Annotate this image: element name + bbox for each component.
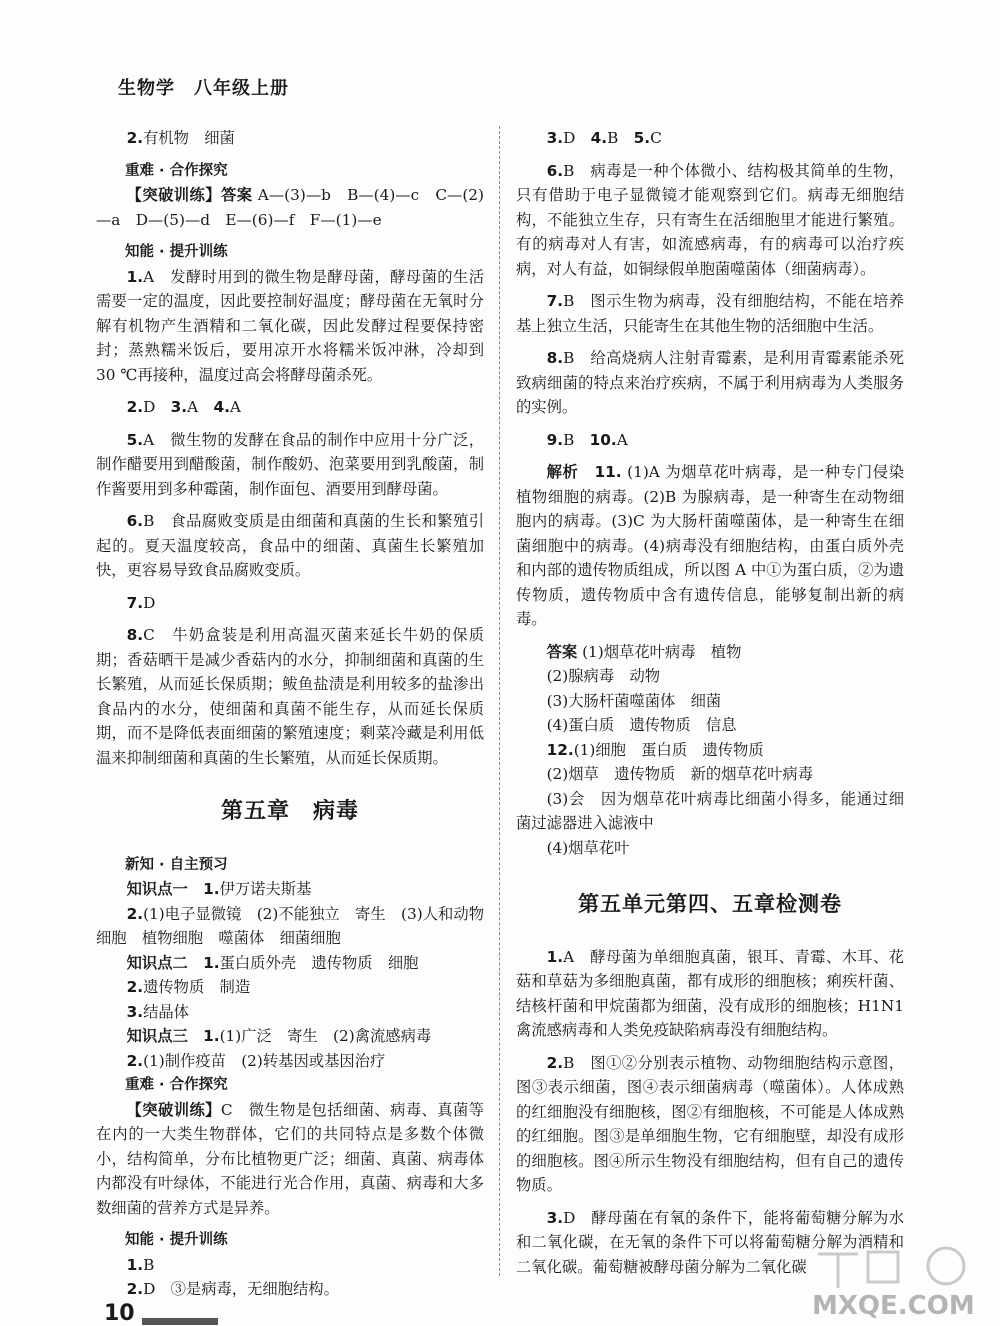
item-number: 2. [126,978,144,996]
answer-text: B 给高烧病人注射青霉素，是利用青霉素能杀死致病细菌的特点来治疗疾病，不属于利用病毒为人类服务的实例。 [516,349,904,416]
knowledge-point-label: 知识点三 [126,1027,188,1045]
answer-item [96,902,484,951]
answer-item [516,664,904,689]
answer-item [96,428,484,502]
answer-item [96,1253,484,1278]
item-number: 6. [126,512,144,530]
answer-text: A 发酵时用到的微生物是酵母菌，酵母菌的生活需要一定的温度，因此要控制好温度；酵母菌在无氧时分解有机物产生酒精和二氧化碳，因此发酵过程要保持密封；蒸熟糯米饭后，要用凉开水将糯米饭冲淋，冷却到 30 ℃再接种，温度过高会将酵母菌杀死。 [96,267,484,384]
column-divider [499,126,500,1276]
section-heading: 重难 · 合作探究 [125,1077,228,1093]
answer-text: (4)蛋白质 遗传物质 信息 [546,716,737,734]
answer-text: A 微生物的发酵在食品的制作中应用十分广泛，制作醋要用到醋酸菌，制作酸奶、泡菜要用到乳酸菌，制作酱要用到多种霉菌，制作面包、酒要用到酵母菌。 [96,430,484,498]
section-heading: 重难 · 合作探究 [125,162,228,179]
answer-text: (1)电子显微镜 (2)不能独立 寄生 (3)人和动物细胞 植物细胞 噬菌体 细菌细胞 [96,904,484,947]
item-number: 2. [126,398,144,416]
answer-item [516,836,904,861]
answer-text: (1)烟草花叶病毒 植物 [577,642,742,661]
answer-text: B 图①②分别表示植物、动物细胞结构示意图，图③表示细菌，图④表示细菌病毒（噬菌体）。人体成熟的红细胞没有细胞核，图②有细胞核，不可能是人体成熟的红细胞。图③是单细胞生物，它有细胞壁，却没有成形的细胞核。图④所示生物没有细胞结构，但有自己的遗传物质。 [516,1053,904,1194]
answer-text: (2)腺病毒 动物 [546,667,661,685]
answer-text: C [650,129,662,147]
answer-tag: 【突破训练】 [126,1100,221,1119]
answer-item [96,975,484,1000]
answer-item [96,183,484,232]
answer-text: B [563,430,590,449]
answer-item [96,877,484,902]
answer-text: (1)制作疫苗 (2)转基因或基因治疗 [143,1051,386,1070]
item-number: 2. [126,1280,144,1298]
item-number: 3. [170,398,188,416]
item-number: 7. [546,292,564,310]
answer-text: A 酵母菌为单细胞真菌，银耳、青霉、木耳、花菇和草菇为多细胞真菌，都有成形的细胞核；痢疾杆菌、结核杆菌和甲烷菌都为细菌，没有成形的细胞核；H1N1 禽流感病毒和人类免疫缺陷病毒没有细胞结构。 [516,947,904,1039]
item-number: 4. [213,398,230,416]
answer-text: (1)细胞 蛋白质 遗传物质 [573,740,764,759]
answer-text: (1)广泛 寄生 (2)禽流感病毒 [219,1027,432,1045]
answer-item [96,1098,484,1221]
answer-item [516,126,904,151]
answer-text: (1)A 为烟草花叶病毒，是一种专门侵染植物细胞的病毒。(2)B 为腺病毒，是一种寄生在动物细胞内的病毒。(3)C 为大肠杆菌噬菌体，是一种寄生在细菌细胞中的病毒。(4)病毒没有细胞结构，由蛋白质外壳和内部的遗传物质组成，所以图 A 中①为蛋白质，②为遗传物质，遗传物质中含有遗传信息，能够复制出新的病毒。 [516,463,904,628]
item-number: 1. [203,953,220,972]
item-number: 5. [633,129,651,147]
answer-text: B 图示生物为病毒，没有细胞结构，不能在培养基上独立生活，只能寄生在其他生物的活细胞中生活。 [516,292,904,335]
answer-text: 有机物 细菌 [143,129,235,147]
item-number: 5. [126,430,144,449]
answer-text: C 牛奶盒装是利用高温灭菌来延长牛奶的保质期；香菇晒干是减少香菇内的水分，抑制细菌和真菌的生长繁殖，从而延长保质期；鲅鱼盐渍是利用较多的盐渗出食品内的水分，使细菌和真菌不能生存，从而延长保质期，而不是降低表面细菌的繁殖速度；剩菜冷藏是利用低温来抑制细菌和真菌的生长繁殖，从而延长保质期。 [96,626,484,767]
item-number: 2. [126,129,144,147]
item-number: 9. [546,430,564,449]
unit-test-title: 第五单元第四、五章检测卷 [578,892,842,916]
answer-item [96,951,484,976]
section-heading: 知能 · 提升训练 [125,244,228,260]
answer-item [516,346,904,420]
answer-item [516,762,904,787]
answer-text: 伊万诺夫斯基 [219,880,312,898]
answer-text: 结晶体 [143,1002,189,1021]
answer-text: (3)大肠杆菌噬菌体 细菌 [546,691,722,710]
item-number: 3. [546,1208,564,1227]
answer-text: 遗传物质 制造 [143,978,251,996]
answer-text: A [187,398,214,416]
answer-text: A [616,430,628,449]
knowledge-point-label: 知识点一 [126,880,188,898]
answer-item [96,395,484,420]
answer-item [516,460,904,632]
item-number: 1. [126,1255,144,1274]
answer-item [96,1049,484,1074]
answer-text: D [563,129,591,147]
chapter-title: 第五章 病毒 [220,799,359,824]
answer-item [516,159,904,282]
page-number: 10 [104,1301,135,1326]
item-number: 2. [546,1053,564,1072]
answer-item [516,713,904,738]
answer-text: B 食品腐败变质是由细菌和真菌的生长和繁殖引起的。夏天温度较高，食品中的细菌、真菌生长繁殖加快，更容易导致食品腐败变质。 [96,512,484,579]
item-number: 2. [126,1051,144,1070]
item-number: 1. [126,267,144,286]
knowledge-point-label: 知识点二 [126,953,188,972]
answer-item [516,738,904,763]
left-column [96,126,484,1302]
answer-item [516,787,904,836]
answer-item [516,689,904,714]
watermark-text: MXQE.COM [812,1291,975,1321]
answer-text: D 酵母菌在有氧的条件下，能将葡萄糖分解为水和二氧化碳，在无氧的条件下可以将葡萄糖分解为酒精和二氧化碳。葡萄糖被酵母菌分解为二氧化碳 [516,1208,904,1276]
answer-item [96,623,484,770]
answer-text: (2)烟草 遗传物质 新的烟草花叶病毒 [546,765,814,783]
item-number: 7. [126,593,144,612]
item-number: 12. [546,740,574,759]
watermark-logo [808,1242,978,1322]
right-column [516,126,904,1287]
item-number: 11. [594,463,622,481]
answer-tag: 答案 [546,642,578,661]
answer-text: B [143,1255,155,1274]
item-number: 3. [546,129,564,147]
item-number: 8. [126,626,144,644]
answer-item [516,945,904,1043]
answer-item [96,1000,484,1025]
answer-item [516,640,904,665]
answer-text: B [607,129,634,147]
answer-text: C 微生物是包括细菌、病毒、真菌等在内的一大类生物群体，它们的共同特点是多数个体微小，结构简单，分布比植物更广泛；细菌、真菌、病毒体内都没有叶绿体，不能进行光合作用，真菌、病毒和大多数细菌的营养方式是异养。 [96,1100,484,1217]
answer-item [96,509,484,583]
item-number: 2. [126,904,144,923]
item-number: 8. [546,349,564,367]
item-number: 1. [203,880,220,898]
answer-item [96,1024,484,1049]
item-number: 6. [546,161,564,180]
item-number: 1. [203,1027,220,1045]
answer-item [96,1277,484,1302]
page-header: 生物学 八年级上册 [118,78,289,99]
answer-text: 蛋白质外壳 遗传物质 细胞 [219,953,419,972]
answer-item [96,591,484,616]
answer-tag: 【突破训练】答案 [126,186,253,204]
section-heading: 知能 · 提升训练 [125,1232,228,1248]
footer-bar [142,1318,218,1325]
answer-item [96,126,484,151]
item-number: 1. [546,947,564,966]
answer-item [516,289,904,338]
answer-text: D [143,398,171,416]
answer-text: A [229,398,241,416]
answer-text: A—(3)—b B—(4)—c C—(2)—a D—(5)—d E—(6)—f F—(1)—e [96,186,484,229]
section-heading: 新知 · 自主预习 [125,856,228,873]
item-number: 3. [126,1002,144,1021]
answer-item [96,265,484,388]
answer-text: (3)会 因为烟草花叶病毒比细菌小得多，能通过细菌过滤器进入滤液中 [516,789,904,832]
knowledge-point-label: 解析 [546,463,579,481]
item-number: 10. [589,430,617,449]
answer-text: (4)烟草花叶 [546,838,630,857]
answer-text: B 病毒是一种个体微小、结构极其简单的生物，只有借助于电子显微镜才能观察到它们。病毒无细胞结构，不能独立生存，只有寄生在活细胞里才能进行繁殖。有的病毒对人有害，如流感病毒，有的病毒可以治疗疾病，对人有益，如铜绿假单胞菌噬菌体（细菌病毒）。 [516,161,904,278]
item-number: 4. [590,129,608,147]
answer-item [516,1051,904,1198]
answer-item [516,428,904,453]
answer-text: D [143,593,156,612]
answer-text: D ③是病毒，无细胞结构。 [143,1280,339,1298]
